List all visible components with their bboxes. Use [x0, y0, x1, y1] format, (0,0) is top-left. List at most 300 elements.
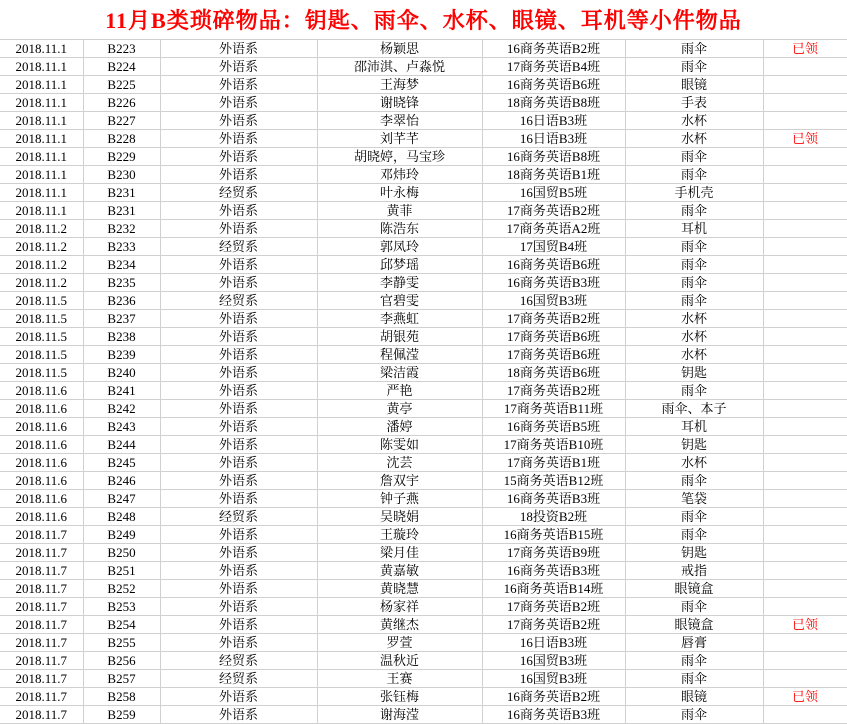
- cell-date[interactable]: 2018.11.7: [0, 634, 83, 652]
- cell-name[interactable]: 温秋近: [317, 652, 482, 670]
- cell-status[interactable]: [763, 364, 847, 382]
- cell-name[interactable]: 黄亭: [317, 400, 482, 418]
- cell-class[interactable]: 17商务英语B10班: [482, 436, 625, 454]
- cell-status[interactable]: [763, 220, 847, 238]
- cell-date[interactable]: 2018.11.7: [0, 544, 83, 562]
- cell-class[interactable]: 17商务英语A2班: [482, 220, 625, 238]
- cell-status[interactable]: [763, 328, 847, 346]
- table-row: [0, 58, 847, 76]
- cell-name[interactable]: 严艳: [317, 382, 482, 400]
- cell-dept[interactable]: 外语系: [160, 688, 317, 706]
- cell-item[interactable]: 水杯: [625, 112, 763, 130]
- cell-id[interactable]: B248: [83, 508, 160, 526]
- cell-dept[interactable]: 经贸系: [160, 292, 317, 310]
- cell-date[interactable]: 2018.11.2: [0, 256, 83, 274]
- cell-class[interactable]: 17商务英语B2班: [482, 202, 625, 220]
- table-row: [0, 184, 847, 202]
- cell-id[interactable]: B250: [83, 544, 160, 562]
- cell-name[interactable]: 官碧雯: [317, 292, 482, 310]
- cell-id[interactable]: B240: [83, 364, 160, 382]
- cell-item[interactable]: 水杯: [625, 346, 763, 364]
- cell-item[interactable]: 雨伞: [625, 706, 763, 724]
- cell-name[interactable]: 梁洁霞: [317, 364, 482, 382]
- cell-item[interactable]: 雨伞: [625, 58, 763, 76]
- table-row: [0, 634, 847, 652]
- cell-name[interactable]: 杨颖思: [317, 40, 482, 58]
- cell-dept[interactable]: 外语系: [160, 166, 317, 184]
- cell-date[interactable]: 2018.11.6: [0, 490, 83, 508]
- cell-id[interactable]: B238: [83, 328, 160, 346]
- cell-class[interactable]: 16日语B3班: [482, 130, 625, 148]
- cell-dept[interactable]: 外语系: [160, 364, 317, 382]
- cell-dept[interactable]: 外语系: [160, 346, 317, 364]
- table-row: [0, 382, 847, 400]
- cell-date[interactable]: 2018.11.5: [0, 310, 83, 328]
- cell-item[interactable]: 雨伞: [625, 508, 763, 526]
- cell-dept[interactable]: 外语系: [160, 310, 317, 328]
- cell-class[interactable]: 16商务英语B5班: [482, 418, 625, 436]
- cell-item[interactable]: 戒指: [625, 562, 763, 580]
- cell-item[interactable]: 水杯: [625, 310, 763, 328]
- cell-status[interactable]: [763, 526, 847, 544]
- cell-status[interactable]: [763, 490, 847, 508]
- cell-id[interactable]: B239: [83, 346, 160, 364]
- cell-item[interactable]: 水杯: [625, 130, 763, 148]
- cell-class[interactable]: 16商务英语B14班: [482, 580, 625, 598]
- cell-dept[interactable]: 外语系: [160, 220, 317, 238]
- cell-date[interactable]: 2018.11.7: [0, 562, 83, 580]
- cell-dept[interactable]: 外语系: [160, 544, 317, 562]
- cell-date[interactable]: 2018.11.7: [0, 616, 83, 634]
- cell-class[interactable]: 17商务英语B9班: [482, 544, 625, 562]
- cell-date[interactable]: 2018.11.6: [0, 454, 83, 472]
- cell-status[interactable]: [763, 346, 847, 364]
- cell-item[interactable]: 雨伞: [625, 238, 763, 256]
- cell-dept[interactable]: 外语系: [160, 436, 317, 454]
- cell-date[interactable]: 2018.11.5: [0, 364, 83, 382]
- cell-status[interactable]: [763, 400, 847, 418]
- cell-class[interactable]: 16日语B3班: [482, 634, 625, 652]
- cell-date[interactable]: 2018.11.5: [0, 328, 83, 346]
- cell-date[interactable]: 2018.11.1: [0, 130, 83, 148]
- cell-date[interactable]: 2018.11.1: [0, 76, 83, 94]
- cell-status[interactable]: [763, 94, 847, 112]
- cell-class[interactable]: 16商务英语B3班: [482, 490, 625, 508]
- cell-id[interactable]: B230: [83, 166, 160, 184]
- cell-id[interactable]: B253: [83, 598, 160, 616]
- table-row: [0, 220, 847, 238]
- cell-status[interactable]: [763, 670, 847, 688]
- cell-name[interactable]: 李翠怡: [317, 112, 482, 130]
- cell-date[interactable]: 2018.11.6: [0, 472, 83, 490]
- cell-dept[interactable]: 外语系: [160, 418, 317, 436]
- cell-class[interactable]: 16国贸B5班: [482, 184, 625, 202]
- cell-date[interactable]: 2018.11.5: [0, 346, 83, 364]
- cell-name[interactable]: 邵沛淇、卢淼悦: [317, 58, 482, 76]
- cell-class[interactable]: 16商务英语B15班: [482, 526, 625, 544]
- cell-status[interactable]: 已领: [763, 616, 847, 634]
- cell-id[interactable]: B232: [83, 220, 160, 238]
- cell-item[interactable]: 雨伞: [625, 202, 763, 220]
- table-row: [0, 112, 847, 130]
- cell-class[interactable]: 16商务英语B2班: [482, 40, 625, 58]
- table-row: [0, 544, 847, 562]
- cell-date[interactable]: 2018.11.6: [0, 400, 83, 418]
- cell-status[interactable]: [763, 580, 847, 598]
- cell-class[interactable]: 17国贸B4班: [482, 238, 625, 256]
- cell-status[interactable]: [763, 472, 847, 490]
- cell-name[interactable]: 黄晓慧: [317, 580, 482, 598]
- table-row: [0, 400, 847, 418]
- table-row: [0, 436, 847, 454]
- cell-dept[interactable]: 外语系: [160, 112, 317, 130]
- cell-item[interactable]: 手机壳: [625, 184, 763, 202]
- cell-name[interactable]: 黄嘉敏: [317, 562, 482, 580]
- cell-id[interactable]: B251: [83, 562, 160, 580]
- table-row: [0, 490, 847, 508]
- cell-id[interactable]: B228: [83, 130, 160, 148]
- cell-date[interactable]: 2018.11.2: [0, 220, 83, 238]
- cell-name[interactable]: 刘芊芊: [317, 130, 482, 148]
- cell-status[interactable]: [763, 256, 847, 274]
- cell-date[interactable]: 2018.11.7: [0, 688, 83, 706]
- cell-class[interactable]: 16日语B3班: [482, 112, 625, 130]
- cell-dept[interactable]: 经贸系: [160, 184, 317, 202]
- table-row: [0, 562, 847, 580]
- cell-dept[interactable]: 外语系: [160, 400, 317, 418]
- cell-date[interactable]: 2018.11.6: [0, 436, 83, 454]
- cell-class[interactable]: 16商务英语B3班: [482, 562, 625, 580]
- cell-class[interactable]: 16国贸B3班: [482, 670, 625, 688]
- cell-date[interactable]: 2018.11.7: [0, 670, 83, 688]
- cell-name[interactable]: 叶永梅: [317, 184, 482, 202]
- cell-dept[interactable]: 外语系: [160, 382, 317, 400]
- cell-status[interactable]: [763, 706, 847, 724]
- cell-name[interactable]: 王璇玲: [317, 526, 482, 544]
- cell-item[interactable]: 水杯: [625, 454, 763, 472]
- cell-date[interactable]: 2018.11.7: [0, 598, 83, 616]
- cell-id[interactable]: B236: [83, 292, 160, 310]
- cell-item[interactable]: 耳机: [625, 220, 763, 238]
- cell-id[interactable]: B255: [83, 634, 160, 652]
- cell-date[interactable]: 2018.11.1: [0, 202, 83, 220]
- sheet-title[interactable]: 11月B类琐碎物品：钥匙、雨伞、水杯、眼镜、耳机等小件物品: [0, 0, 847, 40]
- cell-item[interactable]: 钥匙: [625, 436, 763, 454]
- cell-class[interactable]: 17商务英语B11班: [482, 400, 625, 418]
- cell-dept[interactable]: 外语系: [160, 490, 317, 508]
- cell-status[interactable]: [763, 634, 847, 652]
- cell-id[interactable]: B242: [83, 400, 160, 418]
- cell-name[interactable]: 胡晓婷，马宝珍: [317, 148, 482, 166]
- cell-status[interactable]: [763, 76, 847, 94]
- cell-name[interactable]: 詹双宇: [317, 472, 482, 490]
- table-row: [0, 580, 847, 598]
- cell-class[interactable]: 17商务英语B4班: [482, 58, 625, 76]
- cell-dept[interactable]: 外语系: [160, 148, 317, 166]
- cell-dept[interactable]: 外语系: [160, 526, 317, 544]
- cell-dept[interactable]: 外语系: [160, 94, 317, 112]
- cell-class[interactable]: 16商务英语B2班: [482, 688, 625, 706]
- cell-status[interactable]: [763, 184, 847, 202]
- cell-id[interactable]: B231: [83, 184, 160, 202]
- cell-name[interactable]: 王海梦: [317, 76, 482, 94]
- table-row: [0, 508, 847, 526]
- cell-id[interactable]: B231: [83, 202, 160, 220]
- cell-item[interactable]: 钥匙: [625, 364, 763, 382]
- cell-dept[interactable]: 外语系: [160, 130, 317, 148]
- cell-class[interactable]: 17商务英语B2班: [482, 598, 625, 616]
- cell-id[interactable]: B234: [83, 256, 160, 274]
- table-row: [0, 202, 847, 220]
- cell-name[interactable]: 钟子燕: [317, 490, 482, 508]
- cell-dept[interactable]: 外语系: [160, 40, 317, 58]
- cell-class[interactable]: 16商务英语B6班: [482, 256, 625, 274]
- cell-dept[interactable]: 外语系: [160, 454, 317, 472]
- cell-item[interactable]: 眼镜: [625, 688, 763, 706]
- cell-name[interactable]: 杨家祥: [317, 598, 482, 616]
- cell-date[interactable]: 2018.11.1: [0, 148, 83, 166]
- cell-id[interactable]: B223: [83, 40, 160, 58]
- cell-status[interactable]: [763, 238, 847, 256]
- cell-status[interactable]: [763, 292, 847, 310]
- cell-class[interactable]: 16国贸B3班: [482, 652, 625, 670]
- cell-item[interactable]: 唇膏: [625, 634, 763, 652]
- cell-name[interactable]: 邱梦瑶: [317, 256, 482, 274]
- cell-date[interactable]: 2018.11.7: [0, 706, 83, 724]
- cell-id[interactable]: B246: [83, 472, 160, 490]
- cell-date[interactable]: 2018.11.7: [0, 580, 83, 598]
- cell-item[interactable]: 雨伞: [625, 166, 763, 184]
- table-row: [0, 76, 847, 94]
- cell-name[interactable]: 王赛: [317, 670, 482, 688]
- cell-name[interactable]: 张钰梅: [317, 688, 482, 706]
- cell-class[interactable]: 17商务英语B6班: [482, 328, 625, 346]
- cell-class[interactable]: 17商务英语B2班: [482, 382, 625, 400]
- cell-name[interactable]: 陈浩东: [317, 220, 482, 238]
- cell-item[interactable]: 眼镜盒: [625, 616, 763, 634]
- cell-item[interactable]: 雨伞: [625, 652, 763, 670]
- cell-item[interactable]: 雨伞: [625, 472, 763, 490]
- cell-name[interactable]: 程佩滢: [317, 346, 482, 364]
- table-row: [0, 292, 847, 310]
- title-row: [0, 0, 847, 40]
- cell-item[interactable]: 雨伞: [625, 526, 763, 544]
- table-row: [0, 256, 847, 274]
- cell-id[interactable]: B244: [83, 436, 160, 454]
- cell-date[interactable]: 2018.11.7: [0, 526, 83, 544]
- cell-item[interactable]: 雨伞: [625, 382, 763, 400]
- cell-date[interactable]: 2018.11.6: [0, 508, 83, 526]
- cell-name[interactable]: 李燕虹: [317, 310, 482, 328]
- table-body: [0, 40, 847, 724]
- cell-status[interactable]: [763, 598, 847, 616]
- cell-id[interactable]: B243: [83, 418, 160, 436]
- cell-class[interactable]: 16商务英语B3班: [482, 706, 625, 724]
- cell-item[interactable]: 耳机: [625, 418, 763, 436]
- cell-class[interactable]: 18商务英语B1班: [482, 166, 625, 184]
- cell-dept[interactable]: 外语系: [160, 328, 317, 346]
- cell-id[interactable]: B233: [83, 238, 160, 256]
- cell-name[interactable]: 谢晓锋: [317, 94, 482, 112]
- cell-class[interactable]: 16国贸B3班: [482, 292, 625, 310]
- cell-id[interactable]: B235: [83, 274, 160, 292]
- cell-class[interactable]: 16商务英语B6班: [482, 76, 625, 94]
- cell-id[interactable]: B258: [83, 688, 160, 706]
- cell-status[interactable]: [763, 508, 847, 526]
- cell-name[interactable]: 黄继杰: [317, 616, 482, 634]
- cell-item[interactable]: 雨伞: [625, 256, 763, 274]
- cell-status[interactable]: [763, 562, 847, 580]
- cell-item[interactable]: 眼镜: [625, 76, 763, 94]
- cell-name[interactable]: 邓炜玲: [317, 166, 482, 184]
- cell-dept[interactable]: 经贸系: [160, 238, 317, 256]
- cell-status[interactable]: [763, 274, 847, 292]
- cell-dept[interactable]: 外语系: [160, 616, 317, 634]
- cell-class[interactable]: 18投资B2班: [482, 508, 625, 526]
- cell-dept[interactable]: 外语系: [160, 580, 317, 598]
- cell-item[interactable]: 雨伞: [625, 292, 763, 310]
- cell-name[interactable]: 梁月佳: [317, 544, 482, 562]
- cell-id[interactable]: B241: [83, 382, 160, 400]
- cell-item[interactable]: 雨伞: [625, 670, 763, 688]
- cell-name[interactable]: 谢海滢: [317, 706, 482, 724]
- cell-status[interactable]: [763, 166, 847, 184]
- table-row: [0, 526, 847, 544]
- cell-class[interactable]: 17商务英语B6班: [482, 346, 625, 364]
- cell-item[interactable]: 水杯: [625, 328, 763, 346]
- cell-date[interactable]: 2018.11.1: [0, 184, 83, 202]
- cell-id[interactable]: B237: [83, 310, 160, 328]
- cell-id[interactable]: B254: [83, 616, 160, 634]
- cell-id[interactable]: B225: [83, 76, 160, 94]
- cell-dept[interactable]: 外语系: [160, 598, 317, 616]
- table-row: [0, 238, 847, 256]
- cell-dept[interactable]: 外语系: [160, 562, 317, 580]
- cell-name[interactable]: 沈芸: [317, 454, 482, 472]
- table-row: [0, 148, 847, 166]
- cell-status[interactable]: [763, 112, 847, 130]
- cell-status[interactable]: [763, 454, 847, 472]
- table-row: [0, 274, 847, 292]
- cell-item[interactable]: 笔袋: [625, 490, 763, 508]
- cell-date[interactable]: 2018.11.1: [0, 112, 83, 130]
- cell-date[interactable]: 2018.11.7: [0, 652, 83, 670]
- cell-id[interactable]: B226: [83, 94, 160, 112]
- cell-dept[interactable]: 外语系: [160, 706, 317, 724]
- cell-item[interactable]: 雨伞、本子: [625, 400, 763, 418]
- cell-dept[interactable]: 外语系: [160, 202, 317, 220]
- cell-dept[interactable]: 外语系: [160, 76, 317, 94]
- cell-class[interactable]: 18商务英语B6班: [482, 364, 625, 382]
- cell-status[interactable]: 已领: [763, 130, 847, 148]
- table-row: [0, 418, 847, 436]
- cell-dept[interactable]: 外语系: [160, 58, 317, 76]
- cell-dept[interactable]: 外语系: [160, 274, 317, 292]
- table-row: [0, 166, 847, 184]
- cell-item[interactable]: 雨伞: [625, 598, 763, 616]
- cell-date[interactable]: 2018.11.1: [0, 166, 83, 184]
- cell-dept[interactable]: 经贸系: [160, 652, 317, 670]
- table-row: [0, 688, 847, 706]
- cell-status[interactable]: [763, 148, 847, 166]
- cell-status[interactable]: [763, 436, 847, 454]
- cell-class[interactable]: 17商务英语B2班: [482, 310, 625, 328]
- cell-date[interactable]: 2018.11.1: [0, 40, 83, 58]
- cell-name[interactable]: 胡银苑: [317, 328, 482, 346]
- cell-status[interactable]: [763, 202, 847, 220]
- cell-class[interactable]: 16商务英语B3班: [482, 274, 625, 292]
- cell-id[interactable]: B252: [83, 580, 160, 598]
- cell-status[interactable]: [763, 652, 847, 670]
- table-row: [0, 346, 847, 364]
- cell-date[interactable]: 2018.11.5: [0, 292, 83, 310]
- cell-id[interactable]: B229: [83, 148, 160, 166]
- cell-item[interactable]: 钥匙: [625, 544, 763, 562]
- cell-name[interactable]: 陈雯如: [317, 436, 482, 454]
- cell-date[interactable]: 2018.11.1: [0, 58, 83, 76]
- cell-date[interactable]: 2018.11.1: [0, 94, 83, 112]
- cell-id[interactable]: B247: [83, 490, 160, 508]
- cell-dept[interactable]: 经贸系: [160, 508, 317, 526]
- cell-id[interactable]: B249: [83, 526, 160, 544]
- cell-id[interactable]: B256: [83, 652, 160, 670]
- cell-name[interactable]: 潘婷: [317, 418, 482, 436]
- cell-name[interactable]: 罗萱: [317, 634, 482, 652]
- cell-date[interactable]: 2018.11.2: [0, 238, 83, 256]
- cell-id[interactable]: B227: [83, 112, 160, 130]
- cell-name[interactable]: 李静雯: [317, 274, 482, 292]
- table-row: [0, 328, 847, 346]
- cell-date[interactable]: 2018.11.6: [0, 418, 83, 436]
- cell-name[interactable]: 吴晓娟: [317, 508, 482, 526]
- cell-class[interactable]: 15商务英语B12班: [482, 472, 625, 490]
- cell-status[interactable]: [763, 310, 847, 328]
- cell-dept[interactable]: 外语系: [160, 256, 317, 274]
- cell-id[interactable]: B259: [83, 706, 160, 724]
- cell-class[interactable]: 18商务英语B8班: [482, 94, 625, 112]
- cell-id[interactable]: B224: [83, 58, 160, 76]
- table-row: [0, 310, 847, 328]
- cell-item[interactable]: 雨伞: [625, 40, 763, 58]
- cell-item[interactable]: 眼镜盒: [625, 580, 763, 598]
- cell-status[interactable]: [763, 382, 847, 400]
- cell-status[interactable]: 已领: [763, 688, 847, 706]
- cell-item[interactable]: 手表: [625, 94, 763, 112]
- cell-dept[interactable]: 经贸系: [160, 670, 317, 688]
- cell-name[interactable]: 黄菲: [317, 202, 482, 220]
- table-row: [0, 94, 847, 112]
- table-row: [0, 454, 847, 472]
- cell-status[interactable]: [763, 418, 847, 436]
- cell-class[interactable]: 17商务英语B2班: [482, 616, 625, 634]
- cell-class[interactable]: 16商务英语B8班: [482, 148, 625, 166]
- cell-status[interactable]: 已领: [763, 40, 847, 58]
- table-row: [0, 472, 847, 490]
- cell-dept[interactable]: 外语系: [160, 634, 317, 652]
- cell-item[interactable]: 雨伞: [625, 148, 763, 166]
- cell-dept[interactable]: 外语系: [160, 472, 317, 490]
- cell-date[interactable]: 2018.11.2: [0, 274, 83, 292]
- cell-status[interactable]: [763, 58, 847, 76]
- cell-date[interactable]: 2018.11.6: [0, 382, 83, 400]
- cell-name[interactable]: 郭凤玲: [317, 238, 482, 256]
- cell-id[interactable]: B257: [83, 670, 160, 688]
- table-row: [0, 670, 847, 688]
- cell-id[interactable]: B245: [83, 454, 160, 472]
- cell-class[interactable]: 17商务英语B1班: [482, 454, 625, 472]
- cell-status[interactable]: [763, 544, 847, 562]
- cell-item[interactable]: 雨伞: [625, 274, 763, 292]
